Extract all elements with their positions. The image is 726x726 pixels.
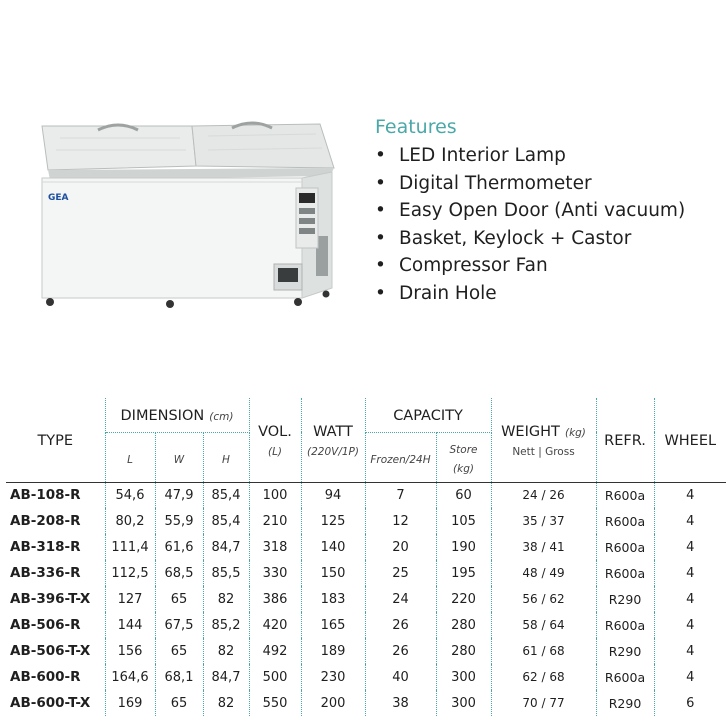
- cell-watt: 94: [301, 482, 365, 508]
- cell-weight: 61 / 68: [491, 638, 596, 664]
- svg-text:GEA: GEA: [48, 193, 69, 203]
- cell-weight: 58 / 64: [491, 612, 596, 638]
- header-dim-w: W: [155, 432, 203, 482]
- cell-volume: 100: [249, 482, 301, 508]
- cell-watt: 189: [301, 638, 365, 664]
- cell-type: AB-108-R: [6, 482, 105, 508]
- cell-dim-h: 85,4: [203, 508, 249, 534]
- cell-dim-w: 55,9: [155, 508, 203, 534]
- cell-refrigerant: R290: [596, 690, 654, 716]
- features-list: [375, 142, 720, 308]
- cell-dim-w: 68,1: [155, 664, 203, 690]
- table-row: [6, 690, 726, 716]
- cell-volume: 492: [249, 638, 301, 664]
- cell-cap-store: 60: [436, 482, 491, 508]
- cell-wheel: 4: [686, 487, 695, 503]
- cell-dim-h: 82: [203, 638, 249, 664]
- table-row: [6, 638, 726, 664]
- cell-volume: 318: [249, 534, 301, 560]
- cell-cap-frozen: 12: [365, 508, 436, 534]
- cell-type: AB-600-T-X: [6, 690, 105, 716]
- cell-volume: 420: [249, 612, 301, 638]
- cell-wheel: 6: [686, 695, 695, 711]
- cell-weight: 35 / 37: [491, 508, 596, 534]
- specification-table: [6, 398, 726, 716]
- cell-dim-l: 54,6: [105, 482, 155, 508]
- cell-dim-h: 85,5: [203, 560, 249, 586]
- cell-watt: 183: [301, 586, 365, 612]
- cell-wheel: 4: [686, 617, 695, 633]
- cell-dim-l: 144: [105, 612, 155, 638]
- cell-type: AB-318-R: [6, 534, 105, 560]
- cell-weight: 56 / 62: [491, 586, 596, 612]
- table-row: [6, 534, 726, 560]
- header-capacity: CAPACITY: [365, 398, 491, 432]
- cell-cap-store: 280: [436, 612, 491, 638]
- header-wheel: WHEEL: [664, 433, 717, 450]
- cell-dim-w: 61,6: [155, 534, 203, 560]
- cell-weight: 24 / 26: [491, 482, 596, 508]
- cell-dim-l: 111,4: [105, 534, 155, 560]
- header-refrigerant: REFR.: [596, 398, 654, 482]
- header-cap-store: Store (kg): [436, 432, 491, 482]
- cell-watt: 200: [301, 690, 365, 716]
- cell-dim-l: 169: [105, 690, 155, 716]
- cell-type: AB-506-R: [6, 612, 105, 638]
- cell-cap-frozen: 26: [365, 612, 436, 638]
- cell-cap-frozen: 26: [365, 638, 436, 664]
- cell-watt: 125: [301, 508, 365, 534]
- header-weight: WEIGHT (kg) Nett | Gross: [491, 398, 596, 482]
- cell-refrigerant: R600a: [596, 560, 654, 586]
- cell-dim-h: 82: [203, 690, 249, 716]
- bullet-icon: •: [375, 255, 386, 277]
- cell-cap-frozen: 40: [365, 664, 436, 690]
- table-row: [6, 664, 726, 690]
- cell-dim-l: 112,5: [105, 560, 155, 586]
- cell-cap-frozen: 38: [365, 690, 436, 716]
- header-watt: WATT (220V/1P): [301, 398, 365, 482]
- cell-wheel: 4: [686, 565, 695, 581]
- cell-cap-frozen: 20: [365, 534, 436, 560]
- cell-wheel: 4: [686, 539, 695, 555]
- feature-item: • Easy Open Door (Anti vacuum): [375, 197, 720, 225]
- cell-type: AB-506-T-X: [6, 638, 105, 664]
- cell-watt: 140: [301, 534, 365, 560]
- bullet-icon: •: [375, 282, 386, 304]
- cell-refrigerant: R290: [596, 638, 654, 664]
- cell-wheel: 4: [686, 591, 695, 607]
- feature-item: • Digital Thermometer: [375, 170, 720, 198]
- feature-item: • Basket, Keylock + Castor: [375, 225, 720, 253]
- cell-weight: 38 / 41: [491, 534, 596, 560]
- cell-cap-store: 300: [436, 664, 491, 690]
- header-dimension: DIMENSION (cm): [105, 398, 249, 432]
- cell-wheel: 4: [686, 513, 695, 529]
- cell-cap-store: 190: [436, 534, 491, 560]
- cell-dim-w: 67,5: [155, 612, 203, 638]
- cell-dim-w: 65: [155, 586, 203, 612]
- cell-weight: 48 / 49: [491, 560, 596, 586]
- cell-wheel: 4: [686, 643, 695, 659]
- cell-cap-store: 280: [436, 638, 491, 664]
- cell-volume: 386: [249, 586, 301, 612]
- feature-item: • LED Interior Lamp: [375, 142, 720, 170]
- bullet-icon: •: [375, 200, 386, 222]
- cell-dim-h: 85,2: [203, 612, 249, 638]
- cell-cap-store: 105: [436, 508, 491, 534]
- cell-type: AB-208-R: [6, 508, 105, 534]
- cell-cap-frozen: 24: [365, 586, 436, 612]
- cell-watt: 165: [301, 612, 365, 638]
- cell-watt: 150: [301, 560, 365, 586]
- table-row: [6, 482, 726, 508]
- cell-volume: 500: [249, 664, 301, 690]
- cell-dim-h: 85,4: [203, 482, 249, 508]
- table-row: [6, 586, 726, 612]
- cell-cap-store: 220: [436, 586, 491, 612]
- cell-wheel: 4: [686, 669, 695, 685]
- cell-volume: 210: [249, 508, 301, 534]
- header-type: TYPE: [6, 398, 105, 482]
- bullet-icon: •: [375, 145, 386, 166]
- cell-volume: 330: [249, 560, 301, 586]
- features-title: Features: [375, 116, 457, 138]
- cell-type: AB-396-T-X: [6, 586, 105, 612]
- cell-dim-h: 84,7: [203, 534, 249, 560]
- cell-dim-l: 164,6: [105, 664, 155, 690]
- cell-dim-w: 65: [155, 638, 203, 664]
- cell-volume: 550: [249, 690, 301, 716]
- cell-dim-w: 65: [155, 690, 203, 716]
- cell-refrigerant: R600a: [596, 534, 654, 560]
- chest-freezer-image: [20, 118, 350, 318]
- cell-refrigerant: R600a: [596, 612, 654, 638]
- cell-dim-l: 156: [105, 638, 155, 664]
- cell-type: AB-600-R: [6, 664, 105, 690]
- cell-watt: 230: [301, 664, 365, 690]
- cell-refrigerant: R600a: [596, 508, 654, 534]
- cell-dim-h: 84,7: [203, 664, 249, 690]
- cell-dim-l: 80,2: [105, 508, 155, 534]
- header-volume: VOL. (L): [249, 398, 301, 482]
- header-cap-frozen: Frozen/24H: [365, 432, 436, 482]
- cell-weight: 62 / 68: [491, 664, 596, 690]
- header-dim-l: L: [105, 432, 155, 482]
- feature-item: • Drain Hole: [375, 280, 720, 308]
- feature-item: • Compressor Fan: [375, 252, 720, 280]
- header-dim-h: H: [203, 432, 249, 482]
- cell-dim-w: 47,9: [155, 482, 203, 508]
- cell-cap-store: 300: [436, 690, 491, 716]
- table-row: [6, 560, 726, 586]
- table-row: [6, 508, 726, 534]
- cell-type: AB-336-R: [6, 560, 105, 586]
- cell-refrigerant: R600a: [596, 664, 654, 690]
- cell-dim-h: 82: [203, 586, 249, 612]
- cell-refrigerant: R600a: [596, 482, 654, 508]
- cell-weight: 70 / 77: [491, 690, 596, 716]
- cell-refrigerant: R290: [596, 586, 654, 612]
- cell-dim-w: 68,5: [155, 560, 203, 586]
- bullet-icon: •: [375, 172, 386, 194]
- table-row: [6, 612, 726, 638]
- cell-cap-frozen: 25: [365, 560, 436, 586]
- features-section: [375, 115, 720, 308]
- cell-cap-store: 195: [436, 560, 491, 586]
- cell-dim-l: 127: [105, 586, 155, 612]
- cell-cap-frozen: 7: [365, 482, 436, 508]
- bullet-icon: •: [375, 227, 386, 249]
